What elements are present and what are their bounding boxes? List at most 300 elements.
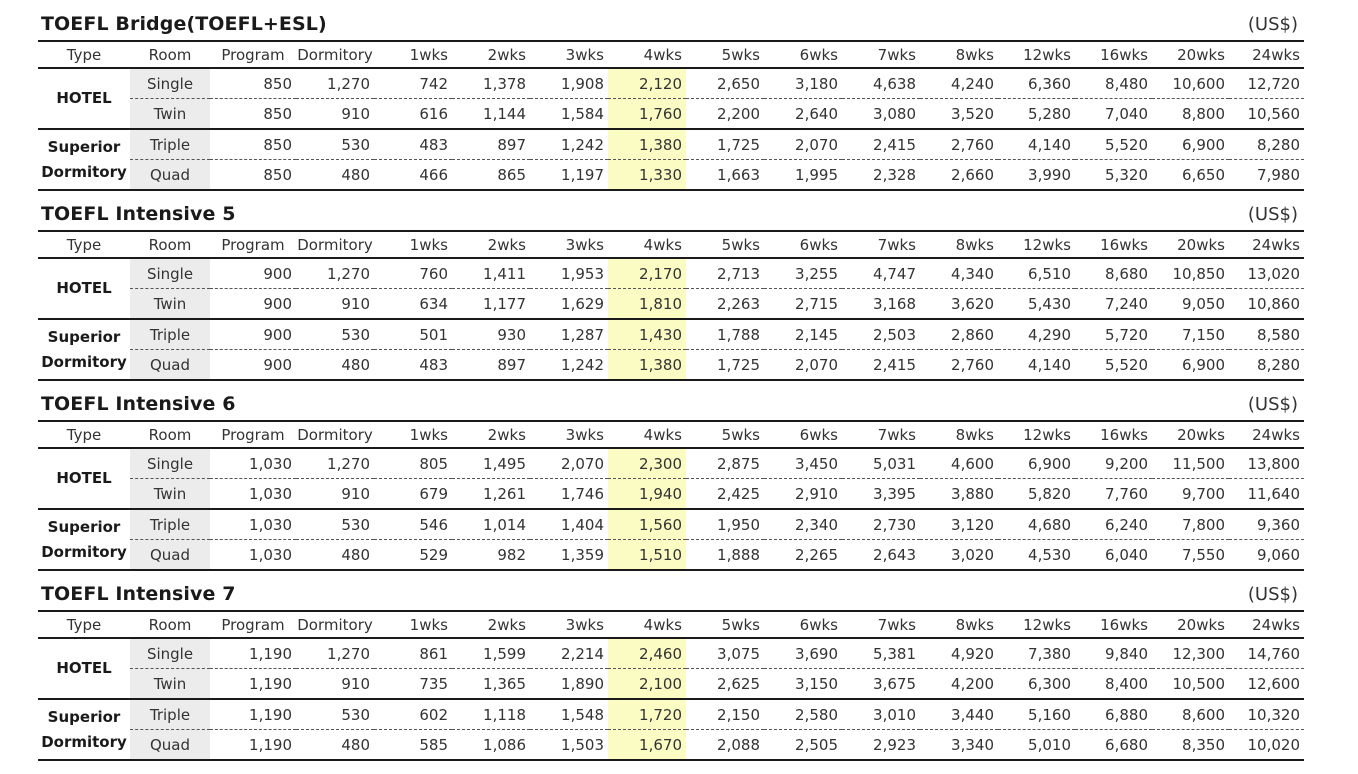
col-24wks-cell: 10,560 [1229, 99, 1304, 130]
col-2wks-cell: 1,599 [452, 638, 530, 669]
col-program-cell: 1,030 [210, 509, 296, 540]
room-cell: Quad [130, 350, 210, 381]
col-12wks-header: 12wks [998, 41, 1075, 68]
col-20wks-cell: 12,300 [1152, 638, 1229, 669]
col-dormitory-cell: 480 [341, 735, 370, 754]
col-16wks-header: 16wks [1075, 611, 1152, 638]
col-20wks-header: 20wks [1152, 41, 1229, 68]
col-program-cell: 850 [263, 165, 292, 184]
col-20wks-cell: 6,650 [1182, 165, 1225, 184]
col-2wks-cell: 1,261 [452, 479, 530, 510]
col-dormitory-cell: 530 [296, 699, 374, 730]
col-8wks-cell: 4,200 [920, 669, 998, 700]
section-header [38, 200, 1304, 230]
col-1wks-cell: 501 [374, 319, 452, 350]
col-1wks-cell: 742 [374, 68, 452, 99]
col-7wks-header: 7wks [842, 611, 920, 638]
col-6wks-cell: 2,910 [764, 479, 842, 510]
col-4wks-cell: 1,810 [608, 289, 686, 320]
col-4wks-cell: 2,120 [608, 68, 686, 99]
col-12wks-cell: 5,280 [998, 99, 1075, 130]
col-8wks-cell: 3,880 [920, 479, 998, 510]
section-title: TOEFL Bridge(TOEFL+ESL) [41, 13, 327, 35]
col-20wks-cell: 6,900 [1152, 129, 1229, 160]
col-3wks-cell: 1,629 [530, 289, 608, 320]
col-12wks-cell: 4,140 [1028, 355, 1071, 374]
type-cell: HOTEL [38, 448, 130, 509]
col-2wks-cell: 1,378 [452, 68, 530, 99]
price-table [38, 230, 1304, 381]
col-5wks-cell: 1,725 [717, 355, 760, 374]
col-6wks-cell: 3,690 [764, 638, 842, 669]
col-16wks-cell: 8,680 [1075, 258, 1152, 289]
col-16wks-cell: 8,480 [1075, 68, 1152, 99]
col-6wks-cell: 2,265 [795, 545, 838, 564]
col-type-header: Type [38, 231, 130, 258]
col-8wks-header: 8wks [920, 611, 998, 638]
col-3wks-cell: 1,953 [530, 258, 608, 289]
col-6wks-header: 6wks [764, 421, 842, 448]
col-dormitory-header: Dormitory [296, 231, 374, 258]
col-20wks-header: 20wks [1152, 421, 1229, 448]
col-5wks-cell: 1,888 [717, 545, 760, 564]
col-6wks-header: 6wks [764, 231, 842, 258]
col-12wks-cell: 4,140 [998, 129, 1075, 160]
col-24wks-header: 24wks [1229, 231, 1304, 258]
table-row [38, 540, 1304, 571]
col-16wks-cell: 7,760 [1075, 479, 1152, 510]
price-section [38, 390, 1304, 580]
col-16wks-cell: 5,520 [1105, 355, 1148, 374]
col-8wks-cell: 4,600 [920, 448, 998, 479]
col-program-cell: 850 [210, 129, 296, 160]
price-table [38, 420, 1304, 571]
table-row [38, 258, 1304, 289]
col-3wks-cell: 1,584 [530, 99, 608, 130]
room-cell: Triple [130, 319, 210, 350]
col-12wks-cell: 4,680 [998, 509, 1075, 540]
col-program-cell: 900 [263, 355, 292, 374]
col-24wks-cell: 10,020 [1247, 735, 1300, 754]
col-4wks-cell: 2,300 [608, 448, 686, 479]
col-7wks-cell: 4,638 [842, 68, 920, 99]
col-2wks-cell: 1,144 [452, 99, 530, 130]
col-20wks-cell: 7,150 [1152, 319, 1229, 350]
currency-label: (US$) [1247, 584, 1298, 605]
col-8wks-cell: 3,520 [920, 99, 998, 130]
col-dormitory-cell: 910 [296, 289, 374, 320]
col-room-header: Room [130, 611, 210, 638]
type-cell: Superior Dormitory [41, 327, 127, 371]
col-4wks-header: 4wks [608, 231, 686, 258]
col-20wks-cell: 10,850 [1152, 258, 1229, 289]
col-20wks-cell: 11,500 [1152, 448, 1229, 479]
col-4wks-cell: 2,170 [608, 258, 686, 289]
col-7wks-cell: 3,395 [842, 479, 920, 510]
room-cell: Single [130, 448, 210, 479]
col-7wks-cell: 5,381 [842, 638, 920, 669]
col-20wks-cell: 9,700 [1152, 479, 1229, 510]
col-6wks-cell: 3,255 [764, 258, 842, 289]
col-1wks-header: 1wks [374, 41, 452, 68]
col-1wks-header: 1wks [374, 611, 452, 638]
col-20wks-cell: 10,600 [1152, 68, 1229, 99]
col-program-cell: 900 [210, 258, 296, 289]
col-5wks-cell: 2,263 [686, 289, 764, 320]
room-cell: Triple [130, 509, 210, 540]
col-5wks-cell: 2,650 [686, 68, 764, 99]
col-program-cell: 1,190 [210, 638, 296, 669]
section-title: TOEFL Intensive 6 [41, 393, 236, 415]
col-5wks-cell: 2,713 [686, 258, 764, 289]
table-row [38, 160, 1304, 191]
col-program-cell: 1,030 [210, 479, 296, 510]
price-table [38, 40, 1304, 191]
col-8wks-cell: 4,240 [920, 68, 998, 99]
col-7wks-cell: 2,643 [873, 545, 916, 564]
col-3wks-header: 3wks [530, 421, 608, 448]
col-1wks-cell: 760 [374, 258, 452, 289]
col-4wks-header: 4wks [608, 421, 686, 448]
col-16wks-cell: 5,320 [1105, 165, 1148, 184]
col-24wks-cell: 12,720 [1229, 68, 1304, 99]
col-type-header: Type [38, 421, 130, 448]
table-row [38, 68, 1304, 99]
col-12wks-cell: 5,010 [1028, 735, 1071, 754]
col-1wks-cell: 602 [374, 699, 452, 730]
col-20wks-header: 20wks [1152, 611, 1229, 638]
header-row [38, 611, 1304, 638]
col-program-header: Program [210, 41, 296, 68]
col-program-cell: 1,030 [210, 448, 296, 479]
col-dormitory-cell: 1,270 [296, 638, 374, 669]
col-3wks-cell: 2,214 [530, 638, 608, 669]
table-row [38, 129, 1304, 160]
col-6wks-cell: 2,640 [764, 99, 842, 130]
col-type-header: Type [38, 41, 130, 68]
col-dormitory-cell: 910 [296, 99, 374, 130]
col-6wks-cell: 2,145 [764, 319, 842, 350]
col-5wks-cell: 2,875 [686, 448, 764, 479]
col-8wks-cell: 2,660 [951, 165, 994, 184]
table-row [38, 699, 1304, 730]
room-cell: Single [130, 258, 210, 289]
col-6wks-header: 6wks [764, 41, 842, 68]
currency-label: (US$) [1247, 204, 1298, 225]
col-2wks-header: 2wks [452, 611, 530, 638]
col-5wks-cell: 1,663 [717, 165, 760, 184]
col-12wks-cell: 5,430 [998, 289, 1075, 320]
col-dormitory-cell: 480 [341, 545, 370, 564]
col-2wks-cell: 897 [497, 355, 526, 374]
col-16wks-cell: 5,720 [1075, 319, 1152, 350]
col-24wks-cell: 13,020 [1229, 258, 1304, 289]
col-4wks-cell: 2,100 [608, 669, 686, 700]
col-5wks-cell: 3,075 [686, 638, 764, 669]
col-12wks-cell: 4,530 [1028, 545, 1071, 564]
col-24wks-cell: 14,760 [1229, 638, 1304, 669]
col-24wks-header: 24wks [1229, 421, 1304, 448]
col-8wks-cell: 4,920 [920, 638, 998, 669]
price-section [38, 10, 1304, 200]
col-24wks-cell: 9,360 [1229, 509, 1304, 540]
col-16wks-cell: 7,040 [1075, 99, 1152, 130]
col-5wks-header: 5wks [686, 611, 764, 638]
col-20wks-cell: 7,550 [1182, 545, 1225, 564]
col-4wks-cell: 1,670 [608, 730, 686, 761]
col-program-cell: 1,030 [249, 545, 292, 564]
col-24wks-cell: 10,860 [1229, 289, 1304, 320]
col-20wks-header: 20wks [1152, 231, 1229, 258]
type-cell: Superior Dormitory [41, 137, 127, 181]
col-4wks-cell: 1,510 [608, 540, 686, 571]
col-2wks-cell: 1,365 [452, 669, 530, 700]
col-5wks-header: 5wks [686, 231, 764, 258]
col-3wks-cell: 2,070 [530, 448, 608, 479]
col-3wks-cell: 1,548 [530, 699, 608, 730]
col-4wks-cell: 1,940 [608, 479, 686, 510]
col-5wks-cell: 1,950 [686, 509, 764, 540]
col-1wks-cell: 466 [419, 165, 448, 184]
col-3wks-cell: 1,242 [561, 355, 604, 374]
col-program-cell: 900 [210, 319, 296, 350]
col-program-header: Program [210, 611, 296, 638]
col-2wks-cell: 1,411 [452, 258, 530, 289]
col-dormitory-header: Dormitory [296, 41, 374, 68]
col-6wks-header: 6wks [764, 611, 842, 638]
col-12wks-cell: 5,820 [998, 479, 1075, 510]
col-7wks-cell: 4,747 [842, 258, 920, 289]
col-6wks-cell: 2,715 [764, 289, 842, 320]
col-16wks-cell: 8,400 [1075, 669, 1152, 700]
col-3wks-cell: 1,242 [530, 129, 608, 160]
col-16wks-header: 16wks [1075, 41, 1152, 68]
col-12wks-cell: 6,510 [998, 258, 1075, 289]
table-row [38, 319, 1304, 350]
col-5wks-cell: 2,425 [686, 479, 764, 510]
col-4wks-cell: 1,720 [608, 699, 686, 730]
col-20wks-cell: 10,500 [1152, 669, 1229, 700]
room-cell: Twin [130, 99, 210, 130]
col-2wks-cell: 897 [452, 129, 530, 160]
col-8wks-header: 8wks [920, 41, 998, 68]
table-row [38, 350, 1304, 381]
col-room-header: Room [130, 41, 210, 68]
col-program-cell: 1,190 [249, 735, 292, 754]
col-1wks-cell: 861 [374, 638, 452, 669]
col-6wks-cell: 1,995 [795, 165, 838, 184]
room-cell: Twin [130, 289, 210, 320]
col-20wks-cell: 8,800 [1152, 99, 1229, 130]
col-24wks-cell: 10,320 [1229, 699, 1304, 730]
col-8wks-cell: 2,760 [951, 355, 994, 374]
col-3wks-cell: 1,404 [530, 509, 608, 540]
section-header [38, 390, 1304, 420]
col-3wks-cell: 1,287 [530, 319, 608, 350]
col-1wks-cell: 616 [374, 99, 452, 130]
col-24wks-cell: 12,600 [1229, 669, 1304, 700]
col-3wks-cell: 1,197 [561, 165, 604, 184]
col-8wks-cell: 3,620 [920, 289, 998, 320]
col-5wks-cell: 2,625 [686, 669, 764, 700]
col-7wks-cell: 3,675 [842, 669, 920, 700]
col-4wks-header: 4wks [608, 611, 686, 638]
col-16wks-cell: 6,880 [1075, 699, 1152, 730]
col-7wks-cell: 2,328 [873, 165, 916, 184]
section-title: TOEFL Intensive 5 [41, 203, 236, 225]
col-12wks-cell: 4,290 [998, 319, 1075, 350]
col-1wks-cell: 585 [419, 735, 448, 754]
room-cell: Single [130, 68, 210, 99]
col-2wks-cell: 865 [497, 165, 526, 184]
price-tables [38, 10, 1304, 770]
col-8wks-cell: 3,340 [951, 735, 994, 754]
col-4wks-cell: 2,460 [608, 638, 686, 669]
col-6wks-cell: 3,150 [764, 669, 842, 700]
col-type-header: Type [38, 611, 130, 638]
col-2wks-header: 2wks [452, 231, 530, 258]
col-20wks-cell: 9,050 [1152, 289, 1229, 320]
room-cell: Quad [130, 160, 210, 191]
col-3wks-header: 3wks [530, 41, 608, 68]
type-cell: Superior Dormitory [41, 517, 127, 561]
col-3wks-cell: 1,908 [530, 68, 608, 99]
col-16wks-cell: 6,040 [1105, 545, 1148, 564]
col-program-cell: 1,190 [210, 669, 296, 700]
col-24wks-cell: 13,800 [1229, 448, 1304, 479]
col-2wks-cell: 1,495 [452, 448, 530, 479]
col-8wks-cell: 2,860 [920, 319, 998, 350]
col-24wks-cell: 7,980 [1257, 165, 1300, 184]
col-12wks-cell: 6,300 [998, 669, 1075, 700]
header-row [38, 231, 1304, 258]
col-2wks-cell: 1,086 [483, 735, 526, 754]
col-4wks-cell: 1,430 [608, 319, 686, 350]
room-cell: Triple [130, 129, 210, 160]
col-2wks-header: 2wks [452, 41, 530, 68]
col-12wks-cell: 5,160 [998, 699, 1075, 730]
room-cell: Twin [130, 479, 210, 510]
col-dormitory-cell: 910 [296, 479, 374, 510]
col-12wks-header: 12wks [998, 611, 1075, 638]
col-program-cell: 900 [210, 289, 296, 320]
col-program-cell: 850 [210, 68, 296, 99]
col-5wks-header: 5wks [686, 41, 764, 68]
col-7wks-cell: 2,923 [873, 735, 916, 754]
col-4wks-cell: 1,380 [608, 129, 686, 160]
col-4wks-cell: 1,330 [608, 160, 686, 191]
col-12wks-header: 12wks [998, 231, 1075, 258]
room-cell: Single [130, 638, 210, 669]
type-cell: HOTEL [38, 638, 130, 699]
col-16wks-header: 16wks [1075, 421, 1152, 448]
type-cell: Superior Dormitory [41, 707, 127, 751]
col-1wks-cell: 735 [374, 669, 452, 700]
col-8wks-cell: 4,340 [920, 258, 998, 289]
col-7wks-cell: 2,415 [873, 355, 916, 374]
col-program-cell: 1,190 [210, 699, 296, 730]
col-16wks-header: 16wks [1075, 231, 1152, 258]
col-8wks-header: 8wks [920, 421, 998, 448]
col-2wks-cell: 1,014 [452, 509, 530, 540]
col-program-cell: 850 [210, 99, 296, 130]
col-6wks-cell: 3,180 [764, 68, 842, 99]
table-row [38, 638, 1304, 669]
table-row [38, 669, 1304, 700]
col-1wks-header: 1wks [374, 421, 452, 448]
col-7wks-cell: 2,415 [842, 129, 920, 160]
col-1wks-header: 1wks [374, 231, 452, 258]
col-4wks-header: 4wks [608, 41, 686, 68]
col-dormitory-cell: 480 [341, 165, 370, 184]
col-4wks-cell: 1,760 [608, 99, 686, 130]
type-cell: HOTEL [38, 68, 130, 129]
col-24wks-cell: 8,280 [1229, 129, 1304, 160]
col-24wks-cell: 9,060 [1257, 545, 1300, 564]
col-2wks-cell: 930 [452, 319, 530, 350]
col-7wks-cell: 2,503 [842, 319, 920, 350]
col-4wks-cell: 1,560 [608, 509, 686, 540]
col-room-header: Room [130, 231, 210, 258]
col-24wks-cell: 8,580 [1229, 319, 1304, 350]
col-1wks-cell: 529 [419, 545, 448, 564]
col-dormitory-cell: 530 [296, 129, 374, 160]
currency-label: (US$) [1247, 394, 1298, 415]
col-16wks-cell: 6,680 [1105, 735, 1148, 754]
col-7wks-cell: 5,031 [842, 448, 920, 479]
table-row [38, 479, 1304, 510]
header-row [38, 421, 1304, 448]
col-12wks-cell: 3,990 [1028, 165, 1071, 184]
room-cell: Quad [130, 730, 210, 761]
col-6wks-cell: 2,580 [764, 699, 842, 730]
table-row [38, 730, 1304, 761]
col-dormitory-header: Dormitory [296, 421, 374, 448]
col-2wks-cell: 982 [497, 545, 526, 564]
col-24wks-cell: 8,280 [1257, 355, 1300, 374]
col-3wks-cell: 1,359 [561, 545, 604, 564]
col-7wks-header: 7wks [842, 41, 920, 68]
col-dormitory-cell: 530 [296, 319, 374, 350]
col-2wks-cell: 1,177 [452, 289, 530, 320]
col-4wks-cell: 1,380 [608, 350, 686, 381]
col-2wks-header: 2wks [452, 421, 530, 448]
room-cell: Quad [130, 540, 210, 571]
col-20wks-cell: 8,600 [1152, 699, 1229, 730]
table-row [38, 509, 1304, 540]
col-5wks-cell: 2,088 [717, 735, 760, 754]
col-8wks-cell: 3,120 [920, 509, 998, 540]
col-8wks-cell: 3,020 [951, 545, 994, 564]
col-6wks-cell: 3,450 [764, 448, 842, 479]
col-6wks-cell: 2,070 [764, 129, 842, 160]
col-16wks-cell: 6,240 [1075, 509, 1152, 540]
col-5wks-cell: 1,788 [686, 319, 764, 350]
col-program-header: Program [210, 421, 296, 448]
col-20wks-cell: 7,800 [1152, 509, 1229, 540]
col-24wks-cell: 11,640 [1229, 479, 1304, 510]
col-20wks-cell: 8,350 [1182, 735, 1225, 754]
section-header [38, 10, 1304, 40]
col-3wks-header: 3wks [530, 611, 608, 638]
section-header [38, 580, 1304, 610]
col-24wks-header: 24wks [1229, 41, 1304, 68]
col-2wks-cell: 1,118 [452, 699, 530, 730]
col-12wks-cell: 6,900 [998, 448, 1075, 479]
col-3wks-header: 3wks [530, 231, 608, 258]
currency-label: (US$) [1247, 14, 1298, 35]
price-table [38, 610, 1304, 761]
